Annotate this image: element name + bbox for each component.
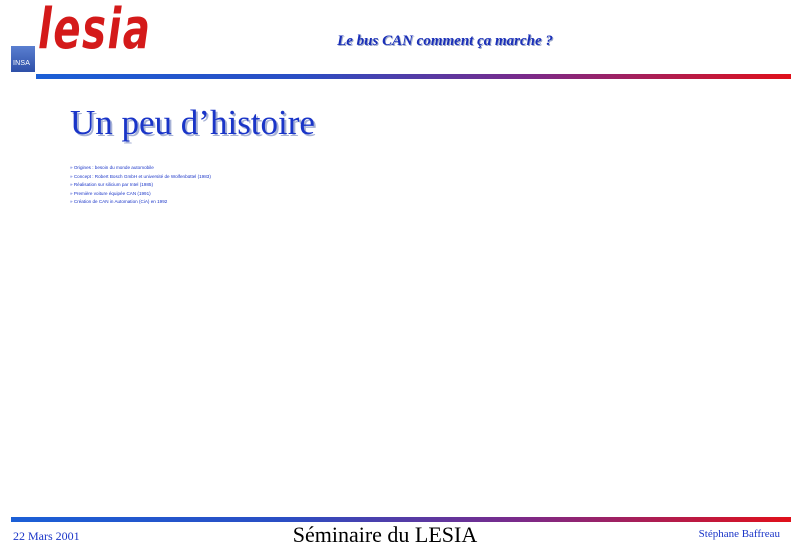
- footer-date: 22 Mars 2001: [13, 529, 80, 543]
- header-title: Le bus CAN comment ça marche ?: [337, 33, 553, 49]
- slide-title: Un peu d’histoire: [70, 103, 315, 142]
- footer-author: Stéphane Baffreau: [698, 528, 780, 540]
- bullet-item: » Concept : Robert Bosch GmbH et université de Wolfenbüttel (1983): [70, 173, 211, 182]
- insa-logo-text: INSA: [13, 60, 31, 67]
- insa-logo-block: [11, 46, 35, 72]
- bullet-item: » Première voiture équipée CAN (1991): [70, 190, 211, 199]
- bullet-list: [70, 164, 211, 207]
- bullet-item: » Réalisation sur silicium par Intel (1985): [70, 181, 211, 190]
- footer-seminar-title: Séminaire du LESIA: [292, 522, 478, 547]
- bullet-item: » Origines : besoin du monde automobile: [70, 164, 211, 173]
- bullet-item: » Création de CAN in Automation (CiA) en 1992: [70, 198, 211, 207]
- lesia-logo: lesia: [38, 0, 152, 62]
- header-divider: [36, 74, 791, 79]
